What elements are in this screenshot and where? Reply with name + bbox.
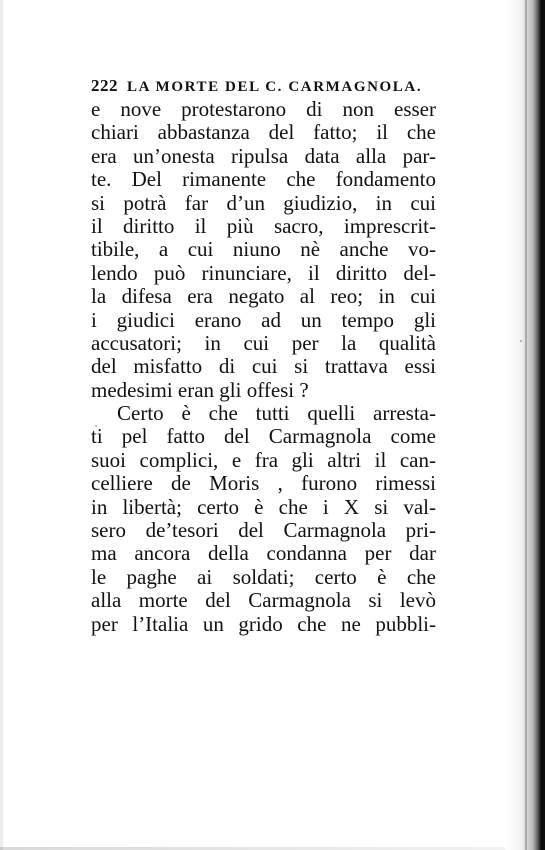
print-speck xyxy=(520,340,522,342)
text-line: per l’Italia un grido che ne pubbli- xyxy=(91,611,436,636)
text-line: e nove protestarono di non esser xyxy=(91,97,436,121)
text-line: suoi complici, e fra gli altri il can- xyxy=(91,447,436,472)
page-content xyxy=(91,76,436,636)
paragraph-last-line: medesimi eran gli offesi ? xyxy=(91,377,309,402)
text-line: te. Del rimanente che fondamento xyxy=(91,167,436,192)
paragraph-first-line: Certo è che tutti quelli arresta- xyxy=(117,401,436,426)
body-text xyxy=(91,98,436,636)
running-title: LA MORTE DEL C. CARMAGNOLA. xyxy=(127,79,423,95)
text-line: alla morte del Carmagnola si levò xyxy=(91,588,436,613)
text-line: sero de’tesori del Carmagnola pri- xyxy=(91,518,436,543)
running-head xyxy=(91,76,436,96)
text-line: i giudici erano ad un tempo gli xyxy=(91,307,436,332)
text-line: si potrà far d’un giudizio, in cui xyxy=(91,190,436,215)
text-line: era un’onesta ripulsa data alla par- xyxy=(91,143,436,168)
text-line: in libertà; certo è che i X si val- xyxy=(91,494,436,519)
text-line: ma ancora della condanna per dar xyxy=(91,541,436,566)
text-line: il diritto il più sacro, imprescrit- xyxy=(91,213,436,238)
print-speck xyxy=(95,425,97,427)
text-line: lendo può rinunciare, il diritto del- xyxy=(91,260,436,285)
page-number: 222 xyxy=(91,76,118,95)
text-line: le paghe ai soldati; certo è che xyxy=(91,564,436,589)
text-line: la difesa era negato al reo; in cui xyxy=(91,284,436,309)
text-line: tibile, a cui niuno nè anche vo- xyxy=(91,237,436,262)
text-line: celliere de Moris , furono rimessi xyxy=(91,471,436,496)
text-line: accusatori; in cui per la qualità xyxy=(91,330,436,355)
text-line: chiari abbastanza del fatto; il che xyxy=(91,120,436,145)
text-line: ti pel fatto del Carmagnola come xyxy=(91,424,436,449)
binding-fold-line xyxy=(525,0,527,850)
page-left-edge xyxy=(0,0,3,850)
text-line: del misfatto di cui si trattava essi xyxy=(91,354,436,379)
